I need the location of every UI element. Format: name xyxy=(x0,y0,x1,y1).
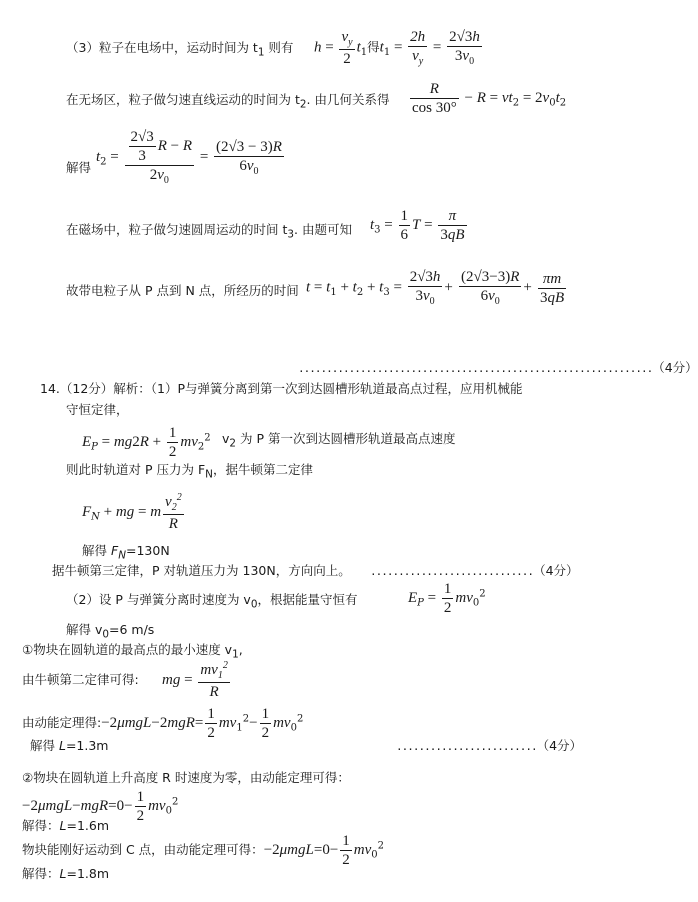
q14-score2: .........................（4分） xyxy=(396,738,583,753)
part3-line3-label: 解得 xyxy=(66,160,92,175)
q14-eq2: $F_N$ + mg = m $\frac{v_2^2}{R}$ xyxy=(82,492,182,532)
part3-line1 xyxy=(66,40,293,59)
q14-case1-law: 由牛顿第二定律可得: xyxy=(22,672,139,687)
q14-part2-eq: $E_P$ = $\frac{1}{2}$ $mv_0^2$ xyxy=(408,581,486,616)
q14-header-cont: 守恒定律， xyxy=(66,402,129,417)
q14-case1: ①物块在圆轨道的最高点的最小速度 $v_1$, xyxy=(22,642,243,661)
part3-formula5: $t = t_1 + t_2 + t_3$ = $\frac{2√3h}{3v_0}$ + $\frac{(2√3-3)R}{6v_0}$ + $\frac{\pi m}{3qB}$ xyxy=(306,269,565,307)
q14-case1-eq: mg = $\frac{mv_1^2}{R}$ xyxy=(162,660,228,700)
q14-case2-eq: −2μmgL−mgR=0− $\frac{1}{2}$ $mv_0^2$ xyxy=(22,789,179,824)
q14-case3-solution: 解得：L=1.8m xyxy=(22,866,110,881)
part3-formula4: $t_3$ = $\frac{1}{6}$ T = $\frac{\pi}{3qB}$ xyxy=(370,208,465,243)
part3-formula1: h = $\frac{v_y}{2}$ $t_1$得$t_1$ = $\frac{2h}{v_y}$ = $\frac{2√3h}{3v_0}$ xyxy=(314,29,480,67)
part3-formula2: $\frac{R}{\cos 30^\circ}$ − $R = vt_2 = 2v_0t_2$ xyxy=(412,81,567,116)
q14-eq1: $E_P = mg2R$ + $\frac{1}{2}$ $mv_2^2$ xyxy=(82,425,211,460)
q14-fn-solution: 解得 $F_N=130N$ xyxy=(82,543,170,562)
part3-score: ...............................................................（4分） xyxy=(298,360,698,375)
q14-case1-energy: 由动能定理得:−2μmgL−2mgR= $\frac{1}{2}$ $mv_1^2-$ $\frac{1}{2}$ $mv_0^2$ xyxy=(22,706,304,741)
part3-intro-text: （3）粒子在电场中，运动时间为 $t_1$ 则有 xyxy=(66,40,294,59)
q14-score1: .............................（4分） xyxy=(370,563,579,578)
q14-pressure-text: 则此时轨道对 P 压力为 $F_N$，据牛顿第二定律 xyxy=(66,462,313,481)
q14-eq1-note: $v_2$ 为 P 第一次到达圆槽形轨道最高点速度 xyxy=(222,431,456,450)
q14-header: 14.（12分）解析：（1）P与弹簧分离到第一次到达圆槽形轨道最高点过程，应用机械能 xyxy=(40,381,523,396)
part3-line2: 在无场区，粒子做匀速直线运动的时间为 $t_2$. 由几何关系得 xyxy=(66,92,390,111)
q14-case3: 物块能刚好运动到 C 点，由动能定理可得：−2μmgL=0− $\frac{1}{2}$ $mv_0^2$ xyxy=(22,833,385,868)
part3-formula3: $t_2$ = $\frac{2√3}{3}$ R − R $2v_0$ = $\frac{(2√3 - 3)R}{6v_0}$ xyxy=(96,129,282,186)
q14-case1-solution: 解得 L=1.3m xyxy=(30,738,109,753)
q14-v0-solution: 解得 $v_0=6$ m/s xyxy=(66,622,155,641)
q14-part2-text: （2）设 P 与弹簧分离时速度为 $v_0$，根据能量守恒有 xyxy=(66,592,358,611)
q14-case2: ②物块在圆轨道上升高度 R 时速度为零，由动能定理可得： xyxy=(22,770,350,785)
part3-line5: 故带电粒子从 P 点到 N 点，所经历的时间 xyxy=(66,283,299,298)
part3-line4: 在磁场中，粒子做匀速圆周运动的时间 $t_3$. 由题可知 xyxy=(66,222,352,241)
q14-third-law: 据牛顿第三定律，P 对轨道压力为 130N，方向向上。 xyxy=(52,563,351,578)
q14-case2-solution: 解得：L=1.6m xyxy=(22,818,110,833)
